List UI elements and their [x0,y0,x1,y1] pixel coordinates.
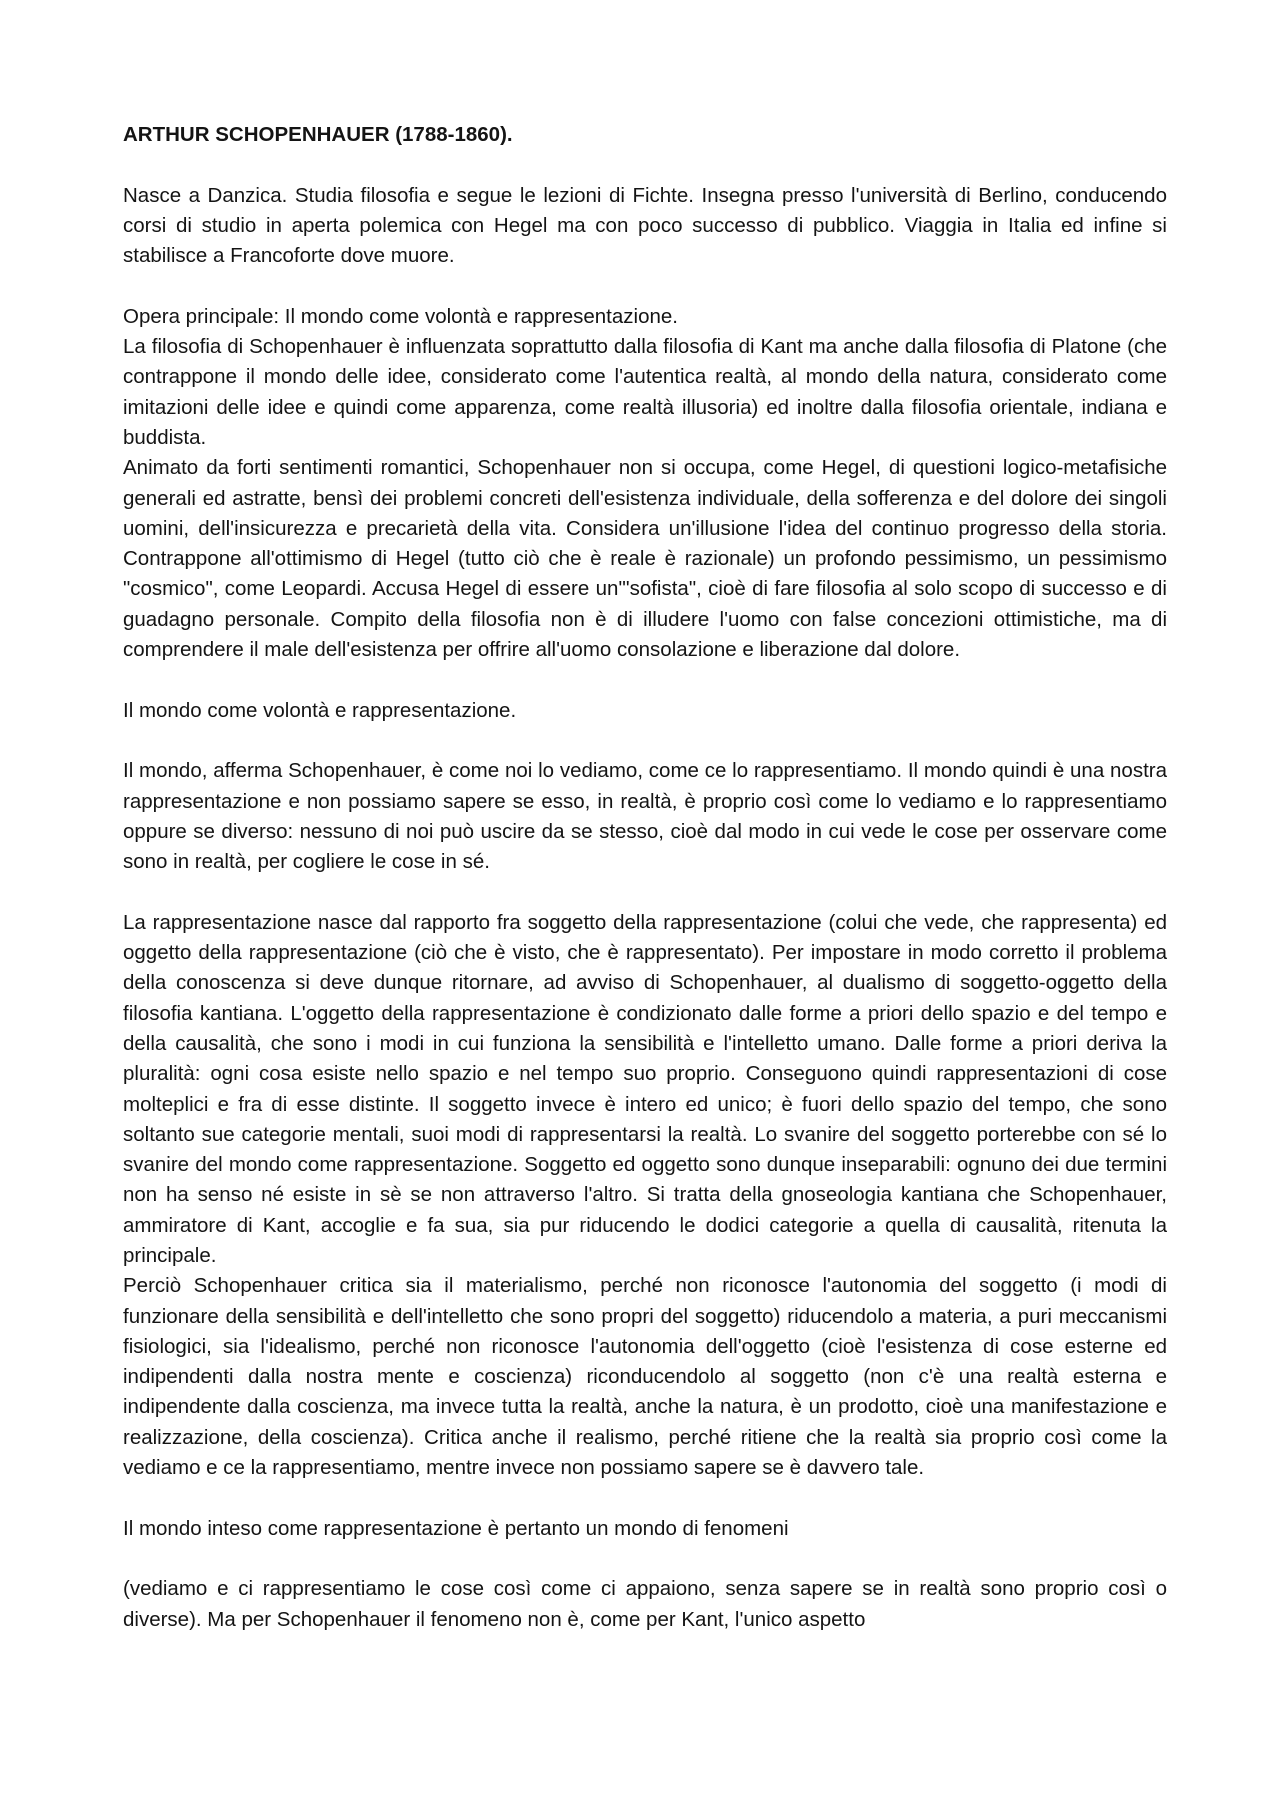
paragraph-phenomena: Il mondo inteso come rappresentazione è pertanto un mondo di fenomeni [123,1516,789,1540]
paragraph-phenomenon-continued: (vediamo e ci rappresentiamo le cose così come ci appaiono, senza sapere se in realtà sono proprio così o diverse). Ma per Schopenhauer il fenomeno non è, come per Kant, l'unico aspetto [123,1577,1167,1631]
paragraph-critique: Perciò Schopenhauer critica sia il materialismo, perché non riconosce l'autonomia del soggetto (i modi di funzionare della sensibilità e dell'intelletto che sono propri del soggetto) riducendolo a materia, a puri meccanismi fisiologici, sia l'idealismo, perché non riconosce l'autonomia dell'oggetto (cioè l'esistenza di cose esterne ed indipendenti dalla nostra mente e coscienza) riconducendolo al soggetto (non c'è una realtà esterna e indipendente dalla coscienza, ma invece tutta la realtà, anche la natura, è un prodotto, cioè una manifestazione e realizzazione, della coscienza). Critica anche il realismo, perché ritiene che la realtà sia proprio così come la vediamo e ce la rappresentiamo, mentre invece non possiamo sapere se è davvero tale. [123,1274,1167,1480]
paragraph-pessimism: Animato da forti sentimenti romantici, Schopenhauer non si occupa, come Hegel, di questioni logico-metafisiche generali ed astratte, bensì dei problemi concreti dell'esistenza individuale, della sofferenza e del dolore dei singoli uomini, dell'insicurezza e precarietà della vita. Considera un'illusione l'idea del continuo progresso della storia. Contrappone all'ottimismo di Hegel (tutto ciò che è reale è razionale) un profondo pessimismo, un pessimismo "cosmico", come Leopardi. Accusa Hegel di essere un'"sofista", cioè di fare filosofia al solo scopo di successo e di guadagno personale. Compito della filosofia non è di illudere l'uomo con false concezioni ottimistiche, ma di comprendere il male dell'esistenza per offrire all'uomo consolazione e liberazione dal dolore. [123,456,1167,662]
document-title: ARTHUR SCHOPENHAUER (1788-1860). [123,123,513,146]
paragraph-influences: La filosofia di Schopenhauer è influenzata soprattutto dalla filosofia di Kant ma anche dalla filosofia di Platone (che contrappone il mondo delle idee, considerato come l'autentica realtà, al mondo della natura, considerato come imitazioni delle idee e quindi come apparenza, come realtà illusoria) ed inoltre dalla filosofia orientale, indiana e buddista. [123,335,1167,449]
document-page [123,120,1167,1635]
paragraph-biography: Nasce a Danzica. Studia filosofia e segue le lezioni di Fichte. Insegna presso l'università di Berlino, conducendo corsi di studio in aperta polemica con Hegel ma con poco successo di pubblico. Viaggia in Italia ed infine si stabilisce a Francoforte dove muore. [123,183,1167,268]
paragraph-main-work: Opera principale: Il mondo come volontà e rappresentazione. [123,304,678,328]
paragraph-subject-object: La rappresentazione nasce dal rapporto fra soggetto della rappresentazione (colui che vede, che rappresenta) ed oggetto della rappresentazione (ciò che è visto, che è rappresentato). Per impostare in modo corretto il problema della conoscenza si deve dunque ritornare, ad avviso di Schopenhauer, al dualismo di soggetto-oggetto della filosofia kantiana. L'oggetto della rappresentazione è condizionato dalle forme a priori dello spazio e del tempo e della causalità, che sono i modi in cui funziona la sensibilità e l'intelletto umano. Dalle forme a priori deriva la pluralità: ogni cosa esiste nello spazio e nel tempo suo proprio. Conseguono quindi rappresentazioni di cose molteplici e fra di esse distinte. Il soggetto invece è intero ed unico; è fuori dello spazio del tempo, che sono soltanto sue categorie mentali, suoi modi di rappresentarsi la realtà. Lo svanire del soggetto porterebbe con sé lo svanire del mondo come rappresentazione. Soggetto ed oggetto sono dunque inseparabili: ognuno dei due termini non ha senso né esiste in sè se non attraverso l'altro. Si tratta della gnoseologia kantiana che Schopenhauer, ammiratore di Kant, accoglie e fa sua, sia pur riducendo le dodici categorie a quella di causalità, ritenuta la principale. [123,910,1167,1267]
section-heading-world: Il mondo come volontà e rappresentazione. [123,698,517,722]
paragraph-representation: Il mondo, afferma Schopenhauer, è come noi lo vediamo, come ce lo rappresentiamo. Il mondo quindi è una nostra rappresentazione e non possiamo sapere se esso, in realtà, è proprio così come lo vediamo e lo rappresentiamo oppure se diverso: nessuno di noi può uscire da se stesso, cioè dal modo in cui vede le cose per osservare come sono in realtà, per cogliere le cose in sé. [123,759,1167,874]
